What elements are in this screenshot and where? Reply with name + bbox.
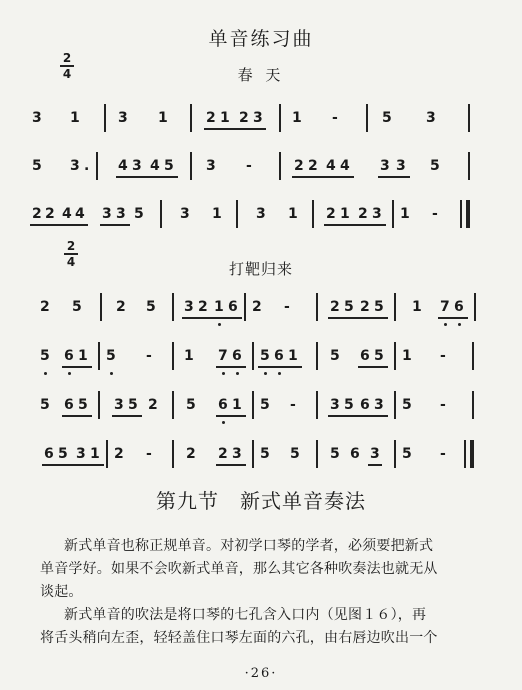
note: 5 — [290, 446, 300, 462]
note: 5 — [260, 348, 270, 364]
barline — [104, 104, 106, 132]
note: 2 — [198, 299, 208, 315]
note: 1 — [212, 206, 222, 222]
low-octave-dot — [278, 372, 281, 375]
note: 3 — [70, 158, 80, 174]
note: 2 — [114, 446, 124, 462]
note: 1 — [288, 206, 298, 222]
note: 5 — [40, 397, 50, 413]
score-line-s1l2 — [0, 152, 522, 186]
barline — [472, 342, 474, 370]
note: 5 — [72, 299, 82, 315]
section-title: 第九节 新式单音奏法 — [156, 489, 366, 513]
barline — [464, 440, 466, 468]
beam — [328, 415, 388, 417]
beam — [62, 366, 92, 368]
beam — [328, 317, 388, 319]
note: 5 — [382, 110, 392, 126]
note: 1 — [340, 206, 350, 222]
note: 1 — [400, 206, 410, 222]
beam — [358, 366, 388, 368]
note: 6 — [350, 446, 360, 462]
barline — [172, 293, 174, 321]
note: 3 — [116, 206, 126, 222]
note: 3 — [102, 206, 112, 222]
note: 5 — [344, 397, 354, 413]
time-sig-top: 2 — [62, 51, 72, 65]
time-sig-top: 2 — [66, 239, 76, 253]
barline — [468, 104, 470, 132]
note: 2 — [148, 397, 158, 413]
barline — [252, 391, 254, 419]
dot-mark: . — [84, 158, 90, 174]
note: 1 — [214, 299, 224, 315]
barline — [472, 391, 474, 419]
note: 4 — [326, 158, 336, 174]
barline — [252, 342, 254, 370]
barline — [394, 391, 396, 419]
note: 5 — [40, 348, 50, 364]
note: 5 — [164, 158, 174, 174]
note: 5 — [430, 158, 440, 174]
note: 2 — [206, 110, 216, 126]
low-octave-dot — [222, 372, 225, 375]
barline — [392, 200, 394, 228]
barline — [394, 342, 396, 370]
note: 7 — [218, 348, 228, 364]
note: 3 — [32, 110, 42, 126]
barline — [252, 440, 254, 468]
low-octave-dot — [110, 372, 113, 375]
beam — [42, 464, 104, 466]
note: 2 — [360, 299, 370, 315]
barline — [316, 391, 318, 419]
time-sig-bottom: 4 — [66, 255, 76, 269]
page-number: ·26· — [244, 666, 278, 681]
note: - — [432, 206, 438, 222]
beam — [116, 176, 178, 178]
note: 5 — [330, 348, 340, 364]
note: 5 — [58, 446, 68, 462]
note: 2 — [186, 446, 196, 462]
beam — [62, 415, 92, 417]
beam — [258, 366, 302, 368]
barline — [316, 293, 318, 321]
low-octave-dot — [264, 372, 267, 375]
note: 2 — [330, 299, 340, 315]
beam — [100, 224, 130, 226]
note: 3 — [372, 206, 382, 222]
note: 4 — [150, 158, 160, 174]
note: 1 — [292, 110, 302, 126]
barline — [160, 200, 162, 228]
note: 5 — [402, 446, 412, 462]
note: 6 — [44, 446, 54, 462]
note: 1 — [70, 110, 80, 126]
beam — [216, 415, 246, 417]
note: - — [146, 446, 152, 462]
barline — [172, 342, 174, 370]
barline — [98, 391, 100, 419]
barline — [244, 293, 246, 321]
barline — [190, 104, 192, 132]
song1-subtitle: 春 天 — [237, 66, 285, 84]
note: 2 — [32, 206, 42, 222]
note: 6 — [274, 348, 284, 364]
barline — [316, 440, 318, 468]
note: 3 — [330, 397, 340, 413]
note: 7 — [440, 299, 450, 315]
note: 2 — [116, 299, 126, 315]
final-barline — [466, 200, 470, 228]
note: 5 — [32, 158, 42, 174]
score-line-s2l2 — [0, 342, 522, 376]
note: 6 — [360, 348, 370, 364]
barline — [172, 391, 174, 419]
barline — [312, 200, 314, 228]
note: 2 — [45, 206, 55, 222]
note: 3 — [206, 158, 216, 174]
low-octave-dot — [444, 323, 447, 326]
note: 2 — [294, 158, 304, 174]
note: 3 — [396, 158, 406, 174]
low-octave-dot — [44, 372, 47, 375]
song1-title: 单音练习曲 — [208, 28, 314, 50]
score-line-s1l1 — [0, 104, 522, 138]
low-octave-dot — [218, 323, 221, 326]
score-line-s1l3 — [0, 200, 522, 234]
note: 5 — [78, 397, 88, 413]
beam — [112, 415, 142, 417]
note: 2 — [326, 206, 336, 222]
beam — [204, 128, 266, 130]
note: 2 — [218, 446, 228, 462]
note: 3 — [184, 299, 194, 315]
paragraph-line: 将舌头稍向左歪，轻轻盖住口琴左面的六孔，由右唇边吹出一个 — [40, 630, 438, 646]
barline — [474, 293, 476, 321]
paragraph-line: 新式单音也称正规单音。对初学口琴的学者，必须要把新式 — [64, 538, 434, 554]
note: 5 — [146, 299, 156, 315]
note: 1 — [288, 348, 298, 364]
note: - — [284, 299, 290, 315]
note: 5 — [374, 348, 384, 364]
beam — [378, 176, 410, 178]
note: 3 — [253, 110, 263, 126]
barline — [172, 440, 174, 468]
beam — [438, 317, 468, 319]
barline — [98, 342, 100, 370]
note: 5 — [260, 446, 270, 462]
note: 1 — [90, 446, 100, 462]
score-line-s2l1 — [0, 293, 522, 327]
time-sig-bottom: 4 — [62, 67, 72, 81]
note: 4 — [118, 158, 128, 174]
note: 2 — [40, 299, 50, 315]
low-octave-dot — [222, 421, 225, 424]
note: 5 — [374, 299, 384, 315]
note: 5 — [128, 397, 138, 413]
note: - — [440, 397, 446, 413]
note: 1 — [78, 348, 88, 364]
note: 3 — [76, 446, 86, 462]
barline — [236, 200, 238, 228]
note: - — [440, 348, 446, 364]
note: 6 — [360, 397, 370, 413]
note: 3 — [180, 206, 190, 222]
note: 5 — [106, 348, 116, 364]
low-octave-dot — [236, 372, 239, 375]
note: 3 — [370, 446, 380, 462]
barline — [366, 104, 368, 132]
barline — [100, 293, 102, 321]
note: 2 — [308, 158, 318, 174]
note: - — [440, 446, 446, 462]
beam — [368, 464, 382, 466]
beam — [216, 366, 246, 368]
low-octave-dot — [458, 323, 461, 326]
barline — [279, 152, 281, 180]
note: 4 — [75, 206, 85, 222]
barline — [106, 440, 108, 468]
note: 1 — [158, 110, 168, 126]
barline — [96, 152, 98, 180]
beam — [292, 176, 354, 178]
note: 3 — [132, 158, 142, 174]
note: 3 — [380, 158, 390, 174]
score-line-s2l4 — [0, 440, 522, 474]
barline — [316, 342, 318, 370]
beam — [216, 464, 246, 466]
note: - — [246, 158, 252, 174]
barline — [279, 104, 281, 132]
note: 6 — [64, 348, 74, 364]
note: 6 — [228, 299, 238, 315]
paragraph-line: 谈起。 — [40, 584, 83, 600]
note: 6 — [64, 397, 74, 413]
note: 3 — [426, 110, 436, 126]
note: 2 — [358, 206, 368, 222]
final-barline — [470, 440, 474, 468]
note: 5 — [344, 299, 354, 315]
note: 2 — [252, 299, 262, 315]
note: 1 — [232, 397, 242, 413]
note: 5 — [330, 446, 340, 462]
note: 1 — [412, 299, 422, 315]
barline — [468, 152, 470, 180]
note: 5 — [134, 206, 144, 222]
barline — [394, 293, 396, 321]
low-octave-dot — [68, 372, 71, 375]
note: 3 — [256, 206, 266, 222]
score-line-s2l3 — [0, 391, 522, 425]
note: 3 — [232, 446, 242, 462]
note: 3 — [118, 110, 128, 126]
note: 4 — [62, 206, 72, 222]
barline — [460, 200, 462, 228]
beam — [182, 317, 242, 319]
note: 4 — [340, 158, 350, 174]
note: - — [290, 397, 296, 413]
barline — [394, 440, 396, 468]
note: - — [146, 348, 152, 364]
note: 3 — [374, 397, 384, 413]
note: 6 — [232, 348, 242, 364]
note: 3 — [114, 397, 124, 413]
note: 6 — [454, 299, 464, 315]
note: 6 — [218, 397, 228, 413]
barline — [190, 152, 192, 180]
beam — [30, 224, 88, 226]
note: 1 — [402, 348, 412, 364]
note: 5 — [402, 397, 412, 413]
note: 5 — [260, 397, 270, 413]
note: 1 — [184, 348, 194, 364]
note: 1 — [220, 110, 230, 126]
note: 5 — [186, 397, 196, 413]
note: 2 — [239, 110, 249, 126]
song2-subtitle: 打靶归来 — [228, 260, 293, 278]
paragraph-line: 单音学好。如果不会吹新式单音，那么其它各种吹奏法也就无从 — [40, 561, 438, 577]
paragraph-line: 新式单音的吹法是将口琴的七孔含入口内（见图１６），再 — [64, 607, 427, 623]
note: - — [332, 110, 338, 126]
beam — [324, 224, 386, 226]
